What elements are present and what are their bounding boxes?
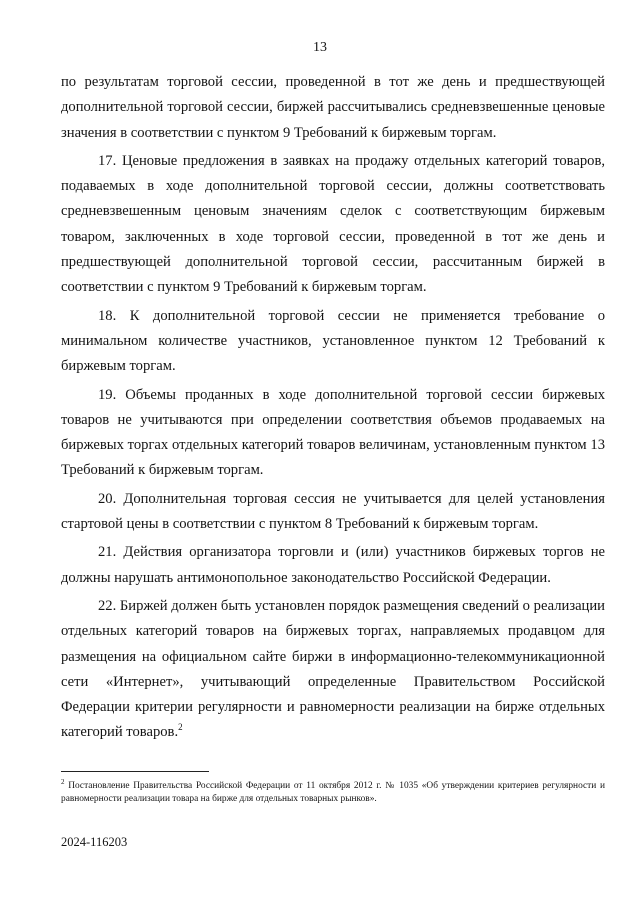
- paragraph-continuation: по результатам торговой сессии, проведенной в тот же день и предшествующей дополнительной торговой сессии, биржей рассчитывались средневзвешенные ценовые значения в соответствии с пунктом 9 Требований к биржевым торгам.: [61, 74, 605, 141]
- paragraph-19: 19. Объемы проданных в ходе дополнительной торговой сессии биржевых товаров не учитываются при определении соответствия объемов продаваемых на биржевых торгах отдельных категорий товаров величинам, установленным пунктом 13 Требований к биржевым торгам.: [61, 386, 605, 479]
- page-number: 13: [313, 40, 327, 55]
- footnote: [61, 777, 606, 806]
- document-body: [61, 70, 605, 746]
- paragraph-17: 17. Ценовые предложения в заявках на продажу отдельных категорий товаров, подаваемых в ходе дополнительной торговой сессии, должны соответствовать средневзвешенным ценовым значениям сделок с соответствующим биржевым товаром, заключенных в ходе торговой сессии, проведенной в тот же день и предшествующей дополнительной торговой сессии, рассчитанным биржей в соответствии с пунктом 9 Требований к биржевым торгам.: [61, 152, 605, 296]
- document-id: 2024-116203: [61, 835, 128, 849]
- paragraph-18: 18. К дополнительной торговой сессии не применяется требование о минимальном количестве участников, установленное пунктом 12 Требований к биржевым торгам.: [61, 307, 605, 375]
- paragraph-20: 20. Дополнительная торговая сессия не учитывается для целей установления стартовой цены в соответствии с пунктом 8 Требований к биржевым торгам.: [61, 490, 605, 533]
- paragraph-22-text: 22. Биржей должен быть установлен порядок размещения сведений о реализации отдельных категорий товаров на биржевых торгах, направляемых продавцом для размещения на официальном сайте биржи в информационно-телекоммуникационной сети «Интернет», учитывающий определенные Правительством Российской Федерации критерии регулярности и равномерности реализации на бирже отдельных категорий товаров.: [61, 597, 605, 741]
- footnote-separator: [61, 771, 209, 772]
- footnote-reference: 2: [178, 722, 183, 733]
- paragraph-21: 21. Действия организатора торговли и (или) участников биржевых торгов не должны нарушать антимонопольное законодательство Российской Федерации.: [61, 544, 605, 586]
- footnote-text: Постановление Правительства Российской Федерации от 11 октября 2012 г. № 1035 «Об утверждении критериев регулярности и равномерности реализации товара на бирже для отдельных товарных рынков».: [61, 781, 606, 804]
- footnote-marker: 2: [61, 777, 65, 786]
- paragraph-22: [61, 594, 605, 746]
